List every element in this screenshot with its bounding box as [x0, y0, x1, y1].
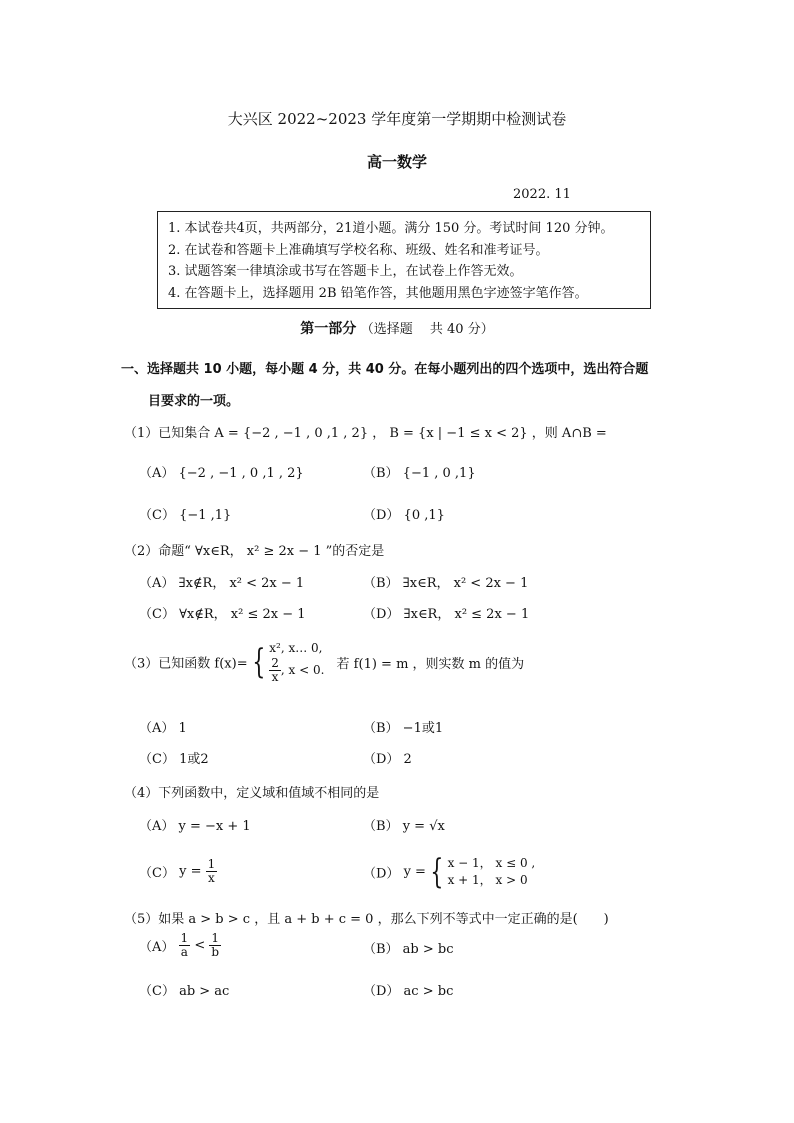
question-1-option-b: （B） {−1 , 0 ,1} — [363, 466, 476, 481]
fraction-numerator: 1 — [180, 931, 189, 945]
option-b-expression: y = √x — [402, 819, 445, 834]
instructions-box — [157, 211, 651, 309]
instruction-4: 4. 在答题卡上，选择题用 2B 铅笔作答，其他题用黑色字迹签字笔作答。 — [168, 285, 588, 301]
question-4-stem: （4）下列函数中，定义域和值域不相同的是 — [124, 786, 380, 801]
option-a-label: （A） — [139, 940, 175, 955]
fraction-1-over-x — [206, 858, 218, 885]
question-3-option-a: （A） 1 — [139, 721, 187, 736]
question-5-option-c: （C） ab > ac — [139, 984, 230, 999]
question-3-option-b: （B） −1或1 — [363, 721, 444, 736]
option-d-lhs: y = — [403, 864, 426, 880]
instruction-3: 3. 试题答案一律填涂或书写在答题卡上，在试卷上作答无效。 — [168, 264, 523, 279]
subject-title: 高一数学 — [366, 153, 427, 171]
question-5-stem: （5）如果 a > b > c ，且 a + b + c = 0 ，那么下列不等式中一定正确的是( ) — [124, 912, 609, 927]
exam-date: 2022. 11 — [513, 187, 571, 202]
piecewise-cases — [269, 640, 324, 684]
question-3-suffix: 若 f(1) = m ，则实数 m 的值为 — [336, 656, 525, 672]
fraction-denominator: a — [180, 945, 188, 959]
section-instruction-line2: 目要求的一项。 — [148, 394, 240, 409]
case-2: x + 1， x > 0 — [447, 873, 528, 887]
question-3-option-c: （C） 1或2 — [139, 752, 209, 767]
case-1: x − 1， x ≤ 0 , — [447, 856, 536, 870]
question-2-option-c: （C） ∀x∉R， x² ≤ 2x − 1 — [139, 607, 306, 622]
question-5-option-b: （B） ab > bc — [363, 942, 454, 957]
piecewise-cases — [448, 855, 536, 889]
question-3-option-d: （D） 2 — [363, 752, 412, 767]
fraction-1-over-b — [209, 932, 221, 959]
question-4-option-d — [363, 852, 536, 892]
part-heading — [0, 318, 794, 338]
fraction-2-over-x — [269, 657, 281, 684]
case-2 — [269, 657, 324, 684]
question-1-option-c: （C） {−1 ,1} — [139, 508, 232, 523]
question-2-stem: （2）命题“ ∀x∈R， x² ≥ 2x − 1 ”的否定是 — [124, 544, 385, 559]
option-d-label: （D） — [363, 866, 400, 882]
question-3-stem — [124, 640, 524, 684]
exam-title: 大兴区 2022~2023 学年度第一学期期中检测试卷 — [227, 110, 567, 128]
question-2-option-a: （A） ∃x∉R， x² < 2x − 1 — [139, 576, 305, 591]
fraction-denominator: x — [271, 670, 279, 684]
fraction-denominator: x — [208, 871, 215, 885]
part-subtitle: （选择题 共 40 分） — [360, 322, 494, 337]
question-1-stem: （1）已知集合 A = {−2 , −1 , 0 ,1 , 2} ， B = {x | −1 ≤ x < 2} ，则 A∩B = — [124, 426, 607, 441]
question-2-option-b: （B） ∃x∈R， x² < 2x − 1 — [363, 576, 529, 591]
instruction-2: 2. 在试卷和答题卡上准确填写学校名称、班级、姓名和准考证号。 — [168, 242, 549, 258]
fraction-denominator: b — [211, 945, 220, 959]
question-4-option-c — [139, 858, 217, 885]
instruction-1: 1. 本试卷共4页，共两部分，21道小题。满分 150 分。考试时间 120 分钟。 — [168, 221, 614, 236]
question-1-option-a: （A） {−2 , −1 , 0 ,1 , 2} — [139, 466, 304, 481]
left-brace: { — [251, 642, 265, 682]
question-5-option-a — [139, 932, 221, 959]
fraction-numerator: 2 — [271, 656, 279, 670]
option-c-label: （C） — [139, 866, 175, 881]
question-4-option-a: （A） y = −x + 1 — [139, 819, 251, 834]
section-instruction-line1: 一、选择题共 10 小题，每小题 4 分，共 40 分。在每小题列出的四个选项中，选出符合题 — [121, 362, 649, 377]
left-brace: { — [430, 852, 444, 892]
case-1: x², x… 0, — [269, 641, 323, 655]
part-title: 第一部分 — [300, 321, 357, 337]
fraction-numerator: 1 — [207, 857, 216, 871]
question-1-option-d: （D） {0 ,1} — [363, 508, 445, 523]
question-4-option-b — [363, 815, 445, 834]
fraction-numerator: 1 — [209, 932, 221, 946]
case-2-condition: , x < 0. — [280, 663, 325, 677]
option-b-label: （B） — [363, 819, 399, 834]
fraction-1-over-a — [179, 932, 191, 959]
question-3-prefix: （3）已知函数 f(x)= — [124, 656, 248, 672]
less-than-sign: < — [194, 938, 206, 953]
option-c-lhs: y = — [179, 864, 202, 879]
question-2-option-d: （D） ∃x∈R， x² ≤ 2x − 1 — [363, 607, 530, 622]
question-5-option-d: （D） ac > bc — [363, 984, 454, 999]
